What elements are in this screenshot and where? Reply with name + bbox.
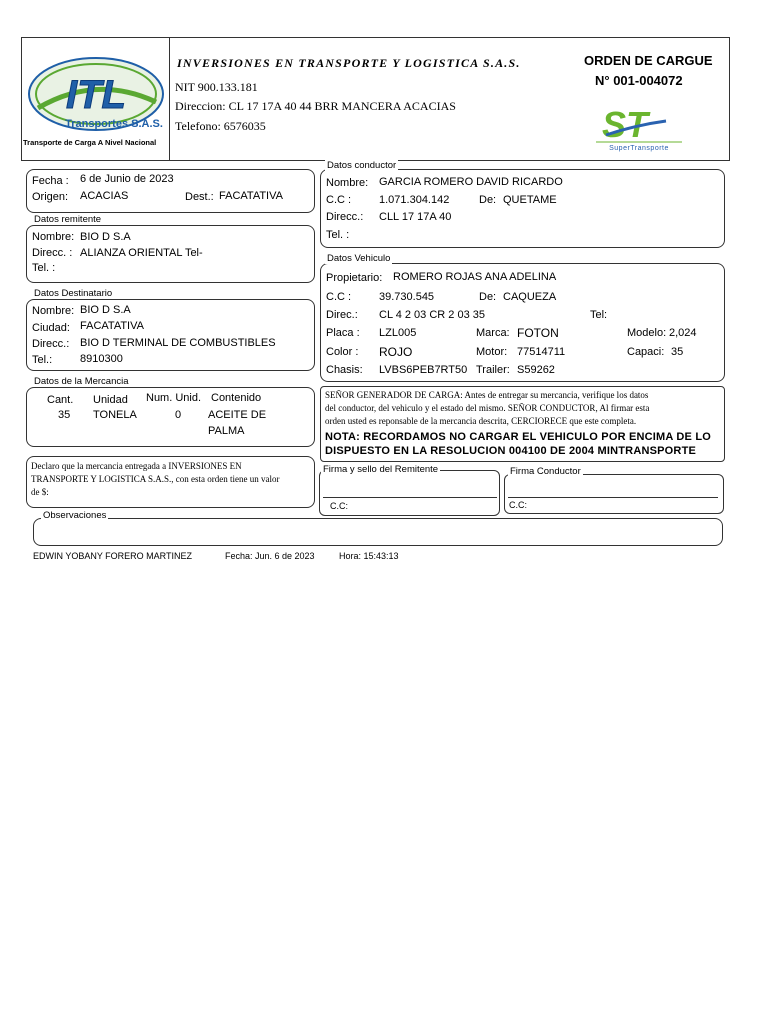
destinatario-legend: Datos Destinatario [34,288,113,299]
footer-fecha: Fecha: Jun. 6 de 2023 [225,551,315,561]
dest-value: FACATATIVA [219,190,283,202]
order-number: N° 001-004072 [595,73,683,88]
vehiculo-tel-label: Tel: [590,309,608,321]
vehiculo-modelo-label: Modelo: [627,327,667,339]
vehiculo-direc-label: Direc.: [326,309,358,321]
mercancia-header-cant: Cant. [47,394,74,406]
itl-logo-emblem [24,56,168,136]
fecha-label: Fecha : [32,175,69,187]
company-address: Direccion: CL 17 17A 40 44 BRR MANCERA ACACIAS [175,99,456,113]
supertransporte-logo [596,101,682,153]
vehiculo-modelo-value: 2,024 [669,327,697,339]
itl-logo-text: ITL [66,73,126,117]
conductor-legend: Datos conductor [327,160,397,171]
vehiculo-direc-value: CL 4 2 03 CR 2 03 35 [379,309,485,321]
vehiculo-marca-label: Marca: [476,327,510,339]
remitente-direcc-value: ALIANZA ORIENTAL Tel- [80,247,203,259]
company-phone: Telefono: 6576035 [175,119,266,133]
vehiculo-cc-value: 39.730.545 [379,291,435,303]
header-logo-divider [169,38,170,160]
declaracion-line-2: TRANSPORTE Y LOGISTICA S.A.S., con esta orden tiene un valor [31,474,280,484]
conductor-direcc-value: CLL 17 17A 40 [379,211,452,223]
vehiculo-motor-value: 77514711 [517,346,566,358]
itl-logo-tagline: Transporte de Carga A Nivel Nacional [23,138,157,147]
supertransporte-logo-emblem [596,101,682,153]
vehiculo-placa-label: Placa : [326,327,360,339]
destinatario-nombre-value: BIO D S.A [80,304,131,316]
mercancia-unidad: TONELA [93,409,137,421]
aviso-line-3: orden usted es reponsable de la mercancia descrita, CERCIORECE que este completa. [325,416,637,426]
destinatario-direcc-label: Direcc.: [32,338,70,350]
header [21,37,730,161]
firma-conductor-box [504,474,724,514]
firma-conductor-line [508,497,718,498]
footer-hora: Hora: 15:43:13 [339,551,399,561]
origen-value: ACACIAS [80,190,129,202]
footer-user: EDWIN YOBANY FORERO MARTINEZ [33,551,193,561]
vehiculo-trailer-value: S59262 [517,364,555,376]
itl-logo [24,56,168,160]
company-name: INVERSIONES EN TRANSPORTE Y LOGISTICA S.A.S. [177,56,521,70]
dest-label: Dest.: [185,191,214,203]
destinatario-ciudad-label: Ciudad: [32,322,70,334]
destinatario-nombre-label: Nombre: [32,305,75,317]
firma-remitente-cc: C.C: [330,501,348,511]
declaracion-line-1: Declaro que la mercancia entregada a INVERSIONES EN [31,461,242,471]
order-title: ORDEN DE CARGUE [584,53,713,68]
mercancia-contenido-1: ACEITE DE [208,409,267,421]
conductor-de-value: QUETAME [503,194,557,206]
remitente-direcc-label: Direcc. : [32,247,73,259]
destinatario-tel-value: 8910300 [80,353,123,365]
st-logo-caption: SuperTransporte [609,145,669,152]
declaracion-line-3: de $: [31,487,49,497]
observaciones-box [33,518,723,546]
mercancia-contenido-2: PALMA [208,425,245,437]
vehiculo-trailer-label: Trailer: [476,364,510,376]
fecha-value: 6 de Junio de 2023 [80,173,174,185]
firma-remitente-legend: Firma y sello del Remitente [323,464,439,475]
vehiculo-propietario-value: ROMERO ROJAS ANA ADELINA [393,271,557,283]
vehiculo-capaci-value: 35 [671,346,684,358]
destinatario-ciudad-value: FACATATIVA [80,320,144,332]
conductor-de-label: De: [479,194,497,206]
vehiculo-chasis-label: Chasis: [326,364,363,376]
destinatario-direcc-value: BIO D TERMINAL DE COMBUSTIBLES [80,337,276,349]
mercancia-header-num-unid: Num. Unid. [146,392,202,404]
vehiculo-placa-value: LZL005 [379,327,417,339]
itl-logo-subtitle: Transportes S.A.S. [65,118,163,130]
vehiculo-chasis-value: LVBS6PEB7RT50 [379,364,468,376]
aviso-nota-2: DISPUESTO EN LA RESOLUCION 004100 DE 2004 MINTRANSPORTE [325,445,697,457]
vehiculo-marca-value: FOTON [517,326,559,340]
vehiculo-de-label: De: [479,291,497,303]
vehiculo-de-value: CAQUEZA [503,291,557,303]
destinatario-tel-label: Tel.: [32,354,53,366]
mercancia-num-unid: 0 [175,409,182,421]
aviso-nota-1: NOTA: RECORDAMOS NO CARGAR EL VEHICULO POR ENCIMA DE LO [325,431,712,443]
vehiculo-cc-label: C.C : [326,291,352,303]
aviso-line-1: SEÑOR GENERADOR DE CARGA: Antes de entregar su mercancia, verifique los datos [325,390,649,400]
company-nit: NIT 900.133.181 [175,80,258,94]
vehiculo-propietario-label: Propietario: [326,272,383,284]
aviso-line-2: del conductor, del vehiculo y el estado del mismo. SEÑOR CONDUCTOR, Al firmar esta [325,403,650,413]
vehiculo-legend: Datos Vehiculo [327,253,391,264]
firma-conductor-legend: Firma Conductor [510,466,581,477]
conductor-nombre-value: GARCIA ROMERO DAVID RICARDO [379,176,563,188]
mercancia-legend: Datos de la Mercancia [34,376,129,387]
vehiculo-motor-label: Motor: [476,346,508,358]
mercancia-header-unidad: Unidad [93,394,128,406]
conductor-tel-label: Tel. : [326,229,350,241]
conductor-direcc-label: Direcc.: [326,211,364,223]
remitente-tel-label: Tel. : [32,262,56,274]
remitente-nombre-label: Nombre: [32,231,75,243]
mercancia-cant: 35 [58,409,71,421]
mercancia-header-contenido: Contenido [211,392,262,404]
conductor-cc-label: C.C : [326,194,352,206]
vehiculo-color-label: Color : [326,346,359,358]
conductor-cc-value: 1.071.304.142 [379,194,450,206]
observaciones-legend: Observaciones [43,510,107,521]
vehiculo-capaci-label: Capaci: [627,346,665,358]
firma-remitente-line [323,497,497,498]
remitente-legend: Datos remitente [34,214,102,225]
firma-conductor-cc: C.C: [509,500,527,510]
st-logo-text: ST [602,104,649,145]
origen-label: Origen: [32,191,69,203]
conductor-nombre-label: Nombre: [326,177,369,189]
vehiculo-color-value: ROJO [379,345,413,359]
remitente-nombre-value: BIO D S.A [80,231,131,243]
